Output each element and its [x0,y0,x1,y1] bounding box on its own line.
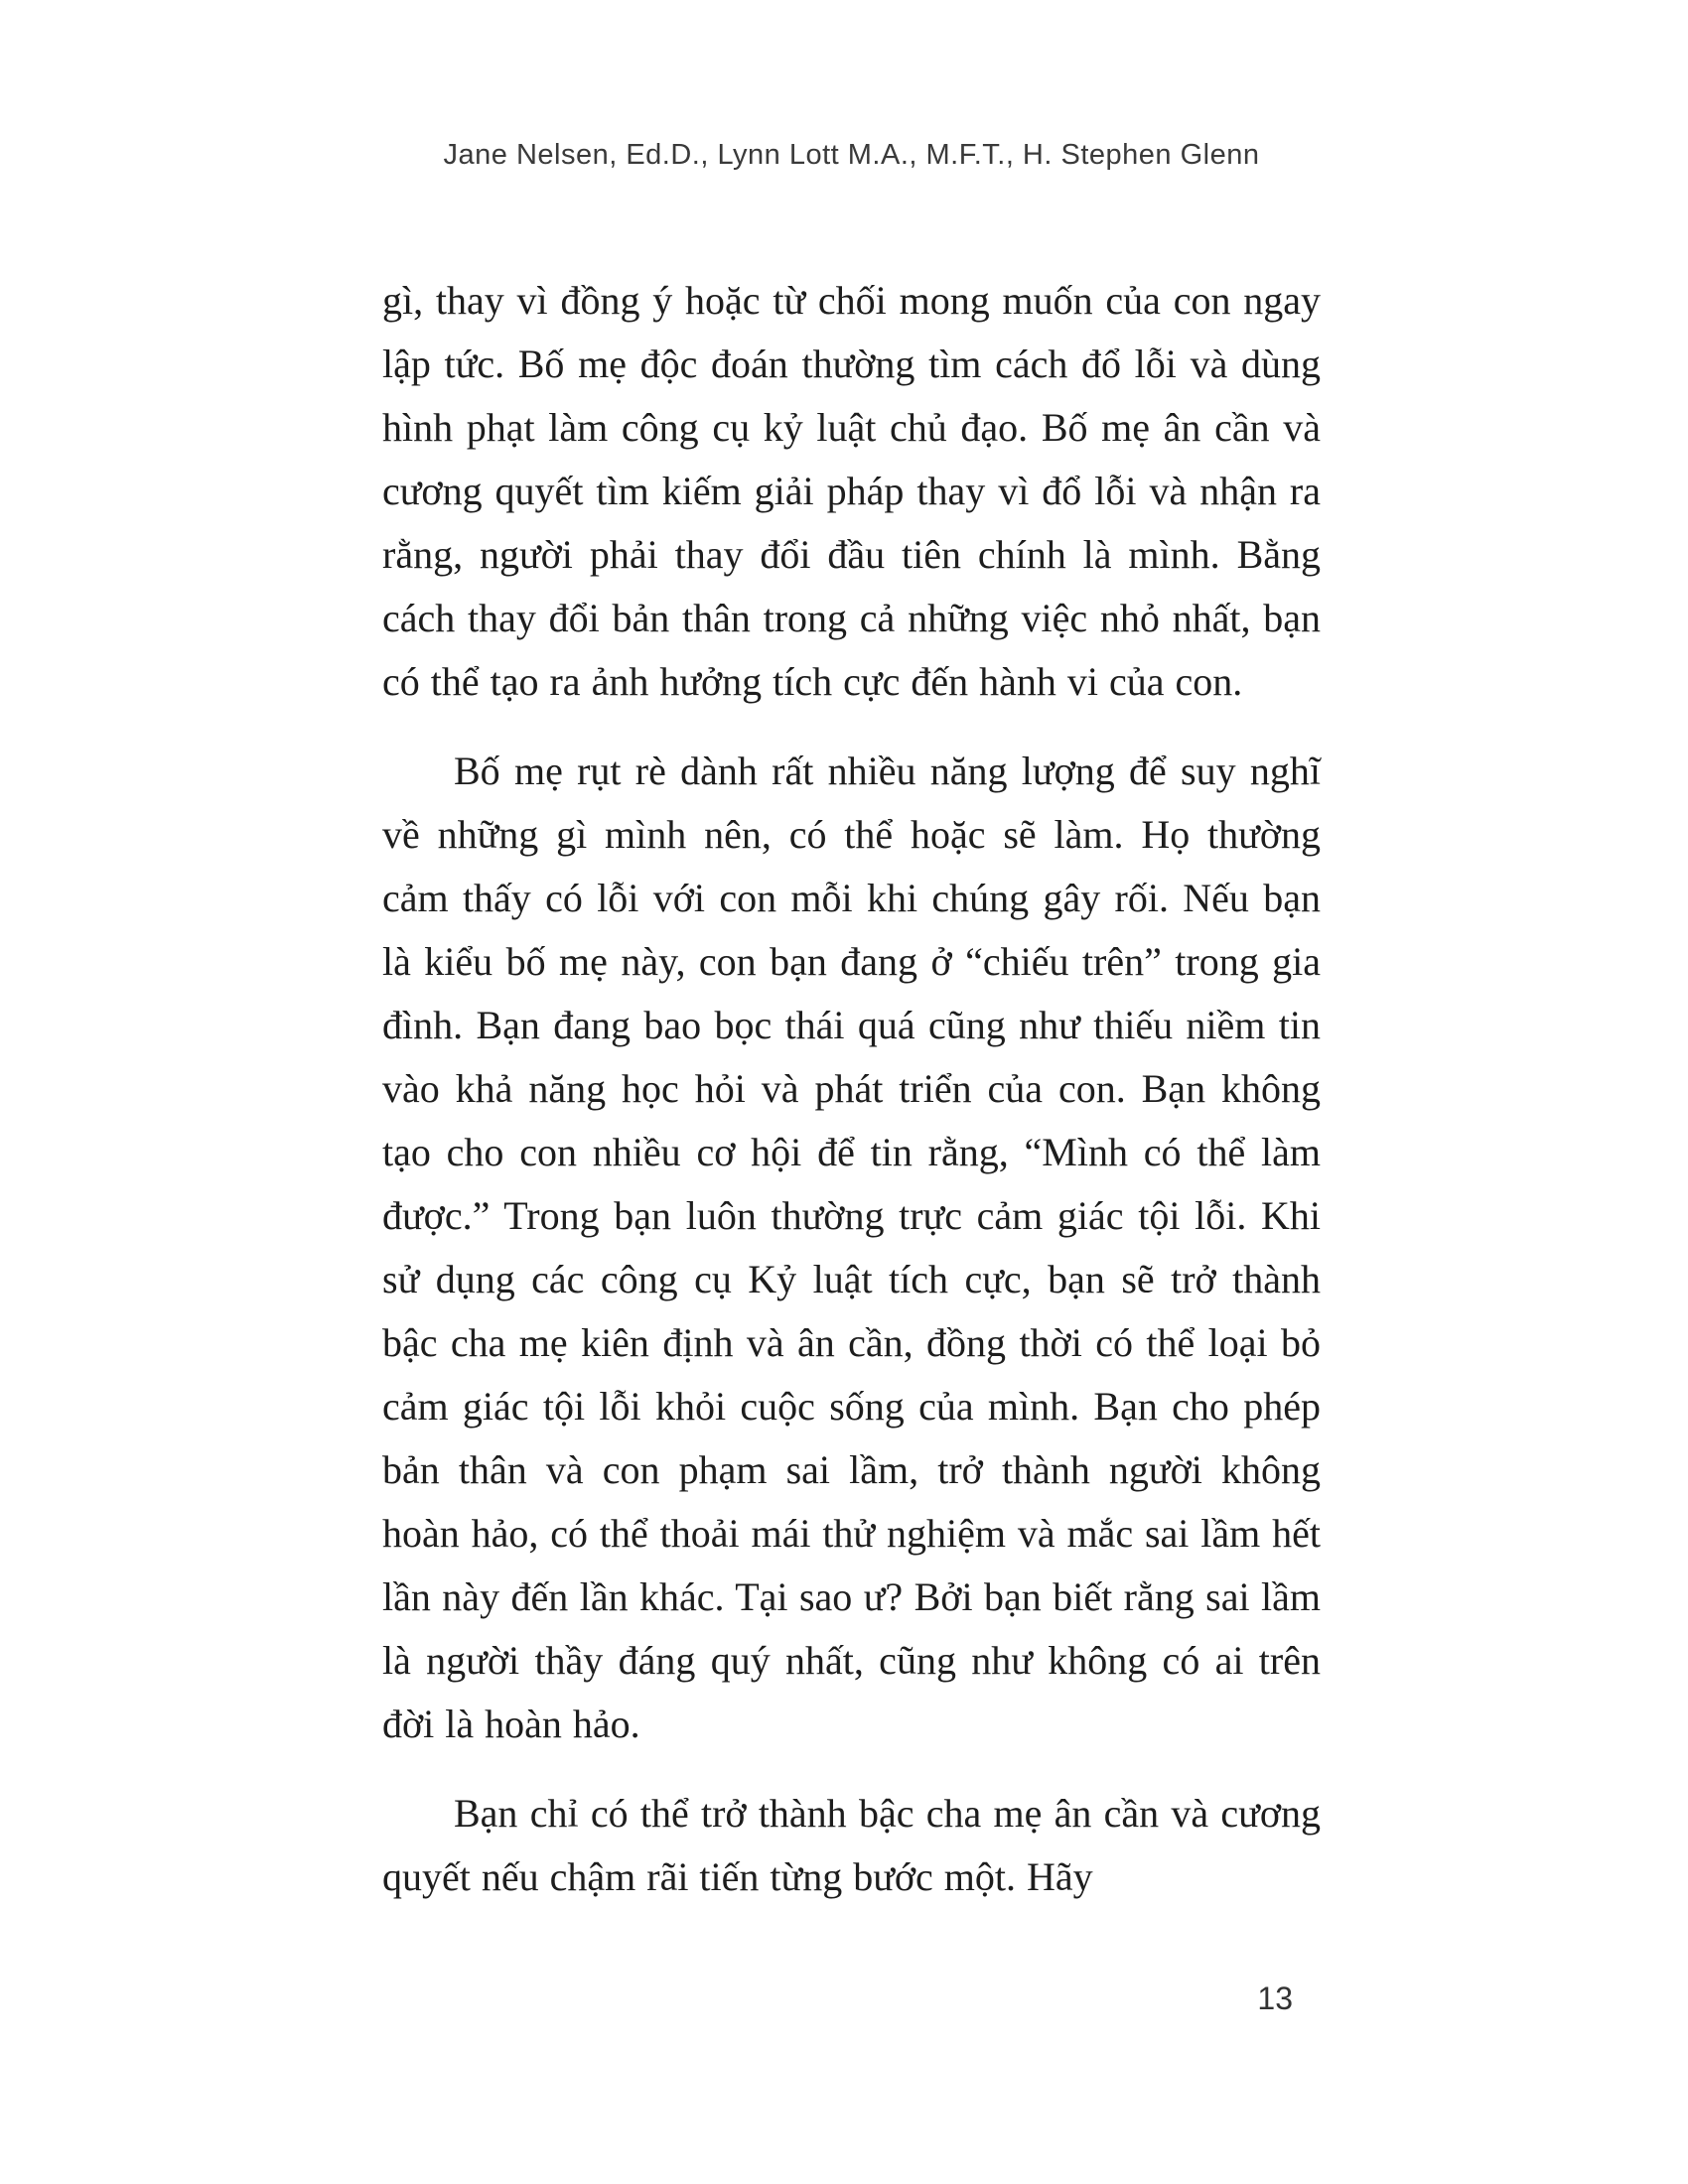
running-header-author-line: Jane Nelsen, Ed.D., Lynn Lott M.A., M.F.T., H. Stephen Glenn [443,139,1260,171]
content-column [382,0,1321,1909]
page-number: 13 [1257,1980,1293,2016]
body-paragraph: Bố mẹ rụt rè dành rất nhiều năng lượng để suy nghĩ về những gì mình nên, có thể hoặc sẽ làm. Họ thường cảm thấy có lỗi với con mỗi khi chúng gây rối. Nếu bạn là kiểu bố mẹ này, con bạn đang ở “chiếu trên” trong gia đình. Bạn đang bao bọc thái quá cũng như thiếu niềm tin vào khả năng học hỏi và phát triển của con. Bạn không tạo cho con nhiều cơ hội để tin rằng, “Mình có thể làm được.” Trong bạn luôn thường trực cảm giác tội lỗi. Khi sử dụng các công cụ Kỷ luật tích cực, bạn sẽ trở thành bậc cha mẹ kiên định và ân cần, đồng thời có thể loại bỏ cảm giác tội lỗi khỏi cuộc sống của mình. Bạn cho phép bản thân và con phạm sai lầm, trở thành người không hoàn hảo, có thể thoải mái thử nghiệm và mắc sai lầm hết lần này đến lần khác. Tại sao ư? Bởi bạn biết rằng sai lầm là người thầy đáng quý nhất, cũng như không có ai trên đời là hoàn hảo. [382,749,1321,1746]
body-text [382,269,1321,1909]
body-paragraph: Bạn chỉ có thể trở thành bậc cha mẹ ân cần và cương quyết nếu chậm rãi tiến từng bước một. Hãy [382,1791,1321,1899]
body-paragraph: gì, thay vì đồng ý hoặc từ chối mong muốn của con ngay lập tức. Bố mẹ độc đoán thường tìm cách đổ lỗi và dùng hình phạt làm công cụ kỷ luật chủ đạo. Bố mẹ ân cần và cương quyết tìm kiếm giải pháp thay vì đổ lỗi và nhận ra rằng, người phải thay đổi đầu tiên chính là mình. Bằng cách thay đổi bản thân trong cả những việc nhỏ nhất, bạn có thể tạo ra ảnh hưởng tích cực đến hành vi của con. [382,278,1321,704]
